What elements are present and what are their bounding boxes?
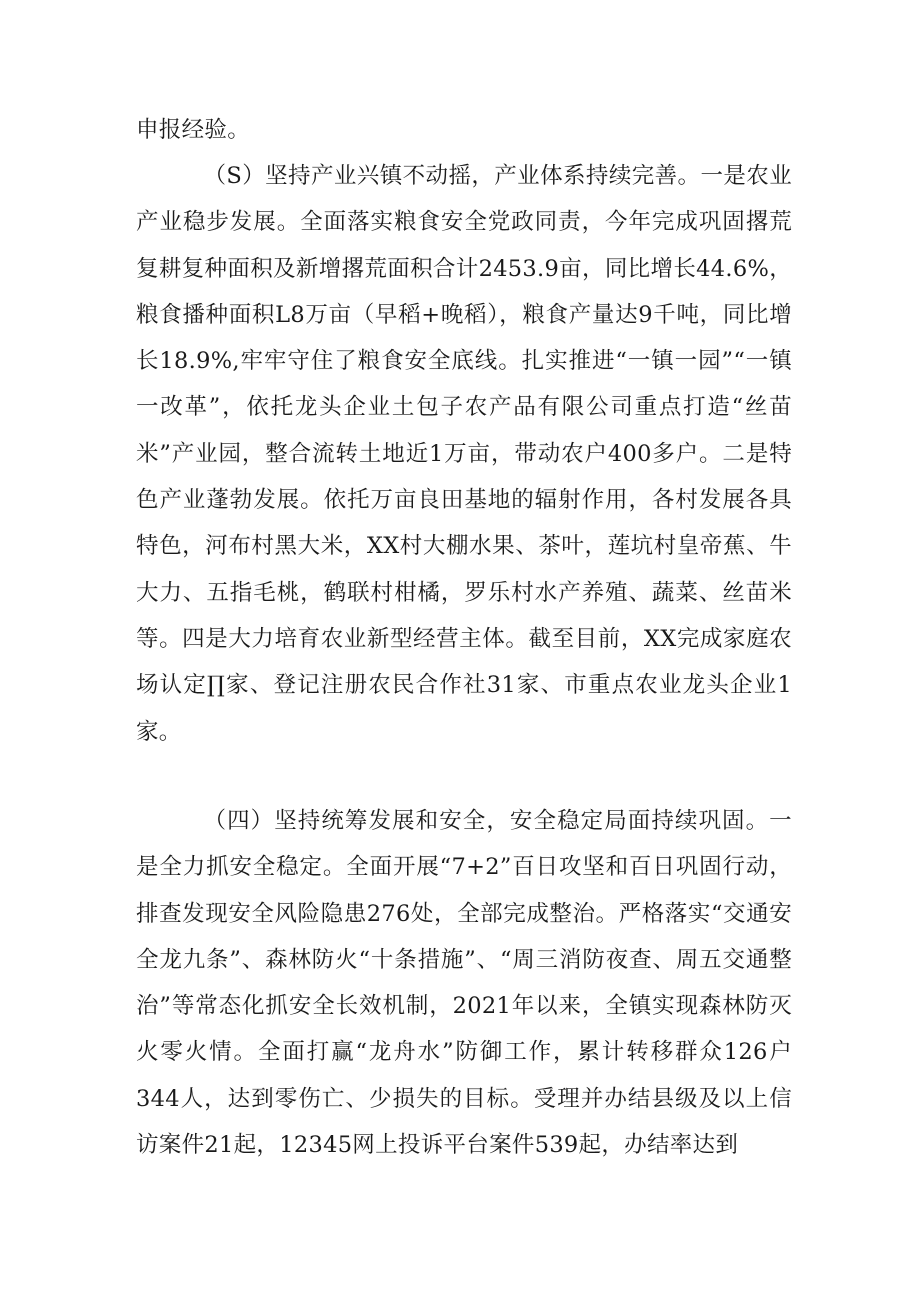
paragraph-block-2 <box>136 153 792 755</box>
paragraph-closing-fragment: 申报经验。 <box>136 117 251 143</box>
paragraph-industry: （S）坚持产业兴镇不动摇，产业体系持续完善。一是农业产业稳步发展。全面落实粮食安全党政同责，今年完成巩固撂荒复耕复种面积及新增撂荒面积合计2453.9亩，同比增长44.6%，粮食播种面积L8万亩（早稻+晚稻），粮食产量达9千吨，同比增长18.9%,牢牢守住了粮食安全底线。扎实推进“一镇一园”“一镇一改革”，依托龙头企业土包子农产品有限公司重点打造“丝苗米”产业园，整合流转土地近1万亩，带动农户400多户。二是特色产业蓬勃发展。依托万亩良田基地的辐射作用，各村发展各具特色，河布村黑大米，XX村大棚水果、茶叶，莲坑村皇帝蕉、牛大力、五指毛桃，鹤联村柑橘，罗乐村水产养殖、蔬菜、丝苗米等。四是大力培育农业新型经营主体。截至目前，XX完成家庭农场认定∏家、登记注册农民合作社31家、市重点农业龙头企业1家。 <box>136 163 792 745</box>
paragraph-block-1 <box>136 107 792 153</box>
paragraph-safety: （四）坚持统筹发展和安全，安全稳定局面持续巩固。一是全力抓安全稳定。全面开展“7+2”百日攻坚和百日巩固行动，排查发现安全风险隐患276处，全部完成整治。严格落实“交通安全龙九条”、森林防火“十条措施”、“周三消防夜查、周五交通整治”等常态化抓安全长效机制，2021年以来，全镇实现森林防灭火零火情。全面打赢“龙舟水”防御工作，累计转移群众126户344人，达到零伤亡、少损失的目标。受理并办结县级及以上信访案件21起，12345网上投诉平台案件539起，办结率达到 <box>136 808 792 1159</box>
paragraph-block-3 <box>136 798 792 1168</box>
